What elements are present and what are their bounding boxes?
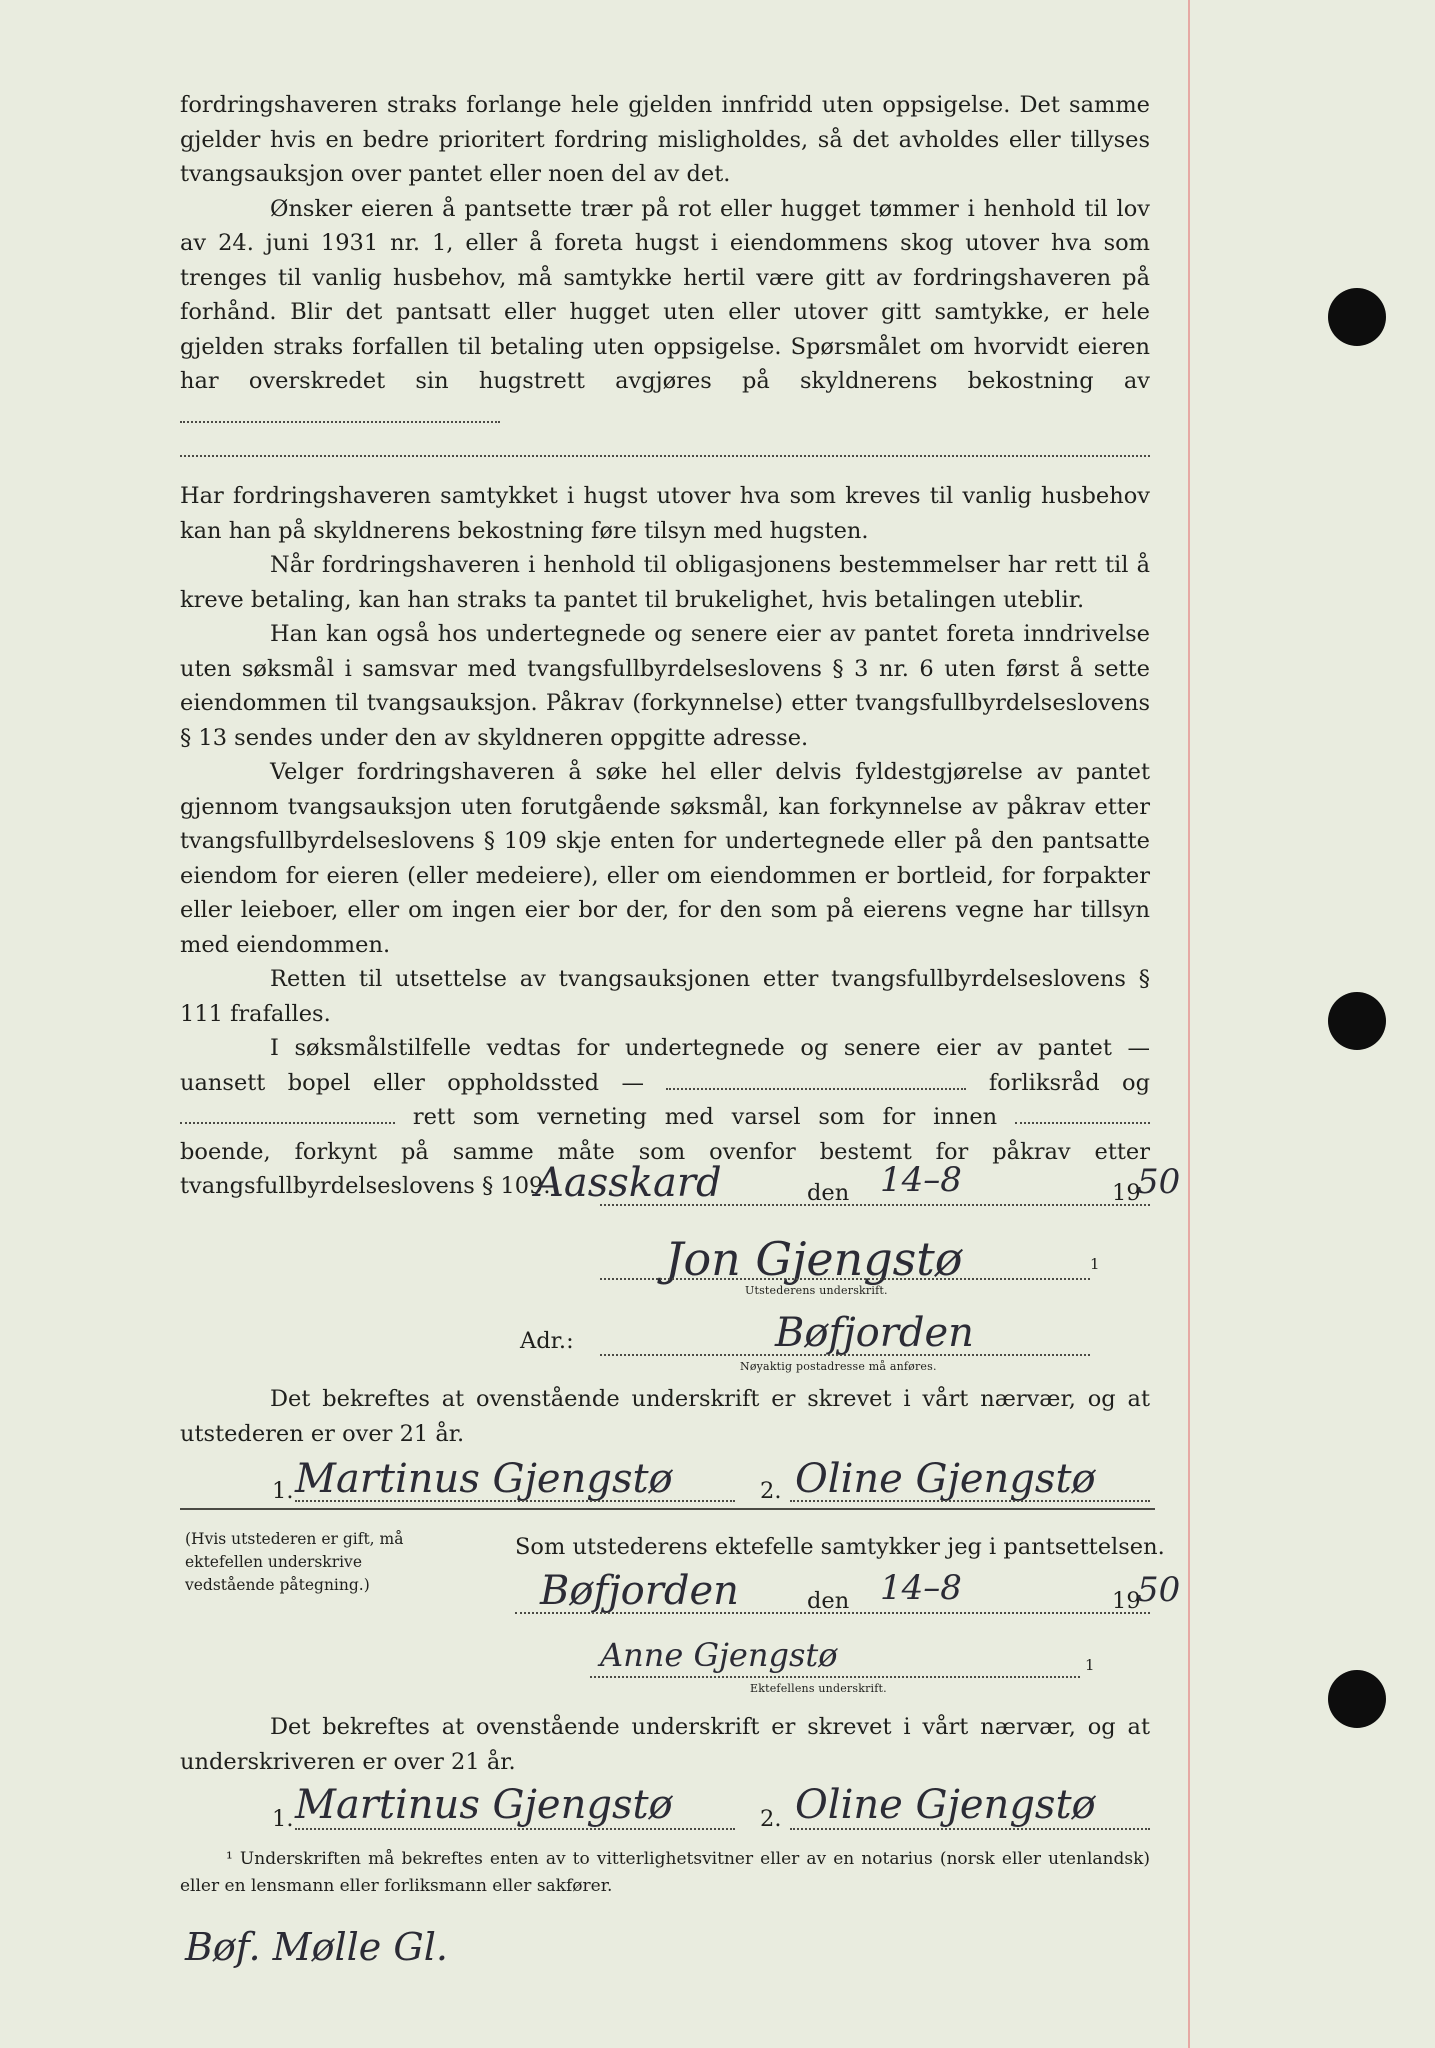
blank-line	[295, 1500, 735, 1502]
witness-1-signature: Martinus Gjengstø	[295, 1456, 673, 1502]
separator-line	[180, 1508, 1155, 1510]
footnote: ¹ Underskriften må bekreftes enten av to vitterlighetsvitner eller av en notarius (norsk eller utenlandsk) eller en lensmann eller forliksmann eller sakfører.	[180, 1849, 1150, 1896]
punch-hole	[1328, 992, 1386, 1050]
blank-line	[180, 441, 1150, 457]
date-label: den	[807, 1588, 850, 1614]
paragraph: Har fordringshaveren samtykket i hugst utover hva som kreves til vanlig husbehov kan han på skyldnerens bekostning føre tilsyn med hugsten.	[180, 483, 1150, 544]
blank-line	[295, 1828, 735, 1830]
spouse-signature: Anne Gjengstø	[600, 1636, 838, 1674]
handwritten-year: 50	[1137, 1570, 1181, 1610]
blank-line	[1015, 1102, 1150, 1124]
blank-line	[600, 1354, 1090, 1356]
issuer-signature-caption: Utstederens underskrift.	[745, 1284, 888, 1297]
paragraph: Retten til utsettelse av tvangsauksjonen etter tvangsfullbyrdelseslovens § 111 frafalles.	[180, 966, 1150, 1027]
paragraph: Ønsker eieren å pantsette trær på rot eller hugget tømmer i henhold til lov av 24. juni 1931 nr. 1, eller å foreta hugst i eiendommens skog utover hva som trenges til vanlig husbehov, må samtykke hertil være gitt av fordringshaveren på forhånd. Blir det pantsatt eller hugget uten eller utover gitt samtykke, er hele gjelden straks forfallen til betaling uten oppsigelse. Spørsmålet om hvorvidt eieren har overskredet sin hugstrett avgjøres på skyldnerens bekostning av	[180, 192, 1150, 434]
spouse-note: (Hvis utstederen er gift, må ektefellen underskrive vedstående påtegning.)	[185, 1530, 404, 1594]
address-label: Adr.:	[520, 1328, 574, 1354]
blank-line	[600, 1278, 1090, 1280]
blank-line	[790, 1500, 1150, 1502]
witness-2-signature: Oline Gjengstø	[795, 1456, 1096, 1502]
mortgage-terms-text	[180, 88, 1150, 1204]
paragraph: Han kan også hos undertegnede og senere eier av pantet foreta inndrivelse uten søksmål i samsvar med tvangsfullbyrdelseslovens § 3 nr. 6 uten først å sette eiendommen til tvangsauksjon. Påkrav (forkynnelse) etter tvangsfullbyrdelseslovens § 13 sendes under den av skyldneren oppgitte adresse.	[180, 621, 1150, 751]
paragraph: Når fordringshaveren i henhold til obligasjonens bestemmelser har rett til å kreve betaling, kan han straks ta pantet til brukelighet, hvis betalingen uteblir.	[180, 552, 1150, 613]
date-label: den	[807, 1180, 850, 1206]
blank-line	[666, 1067, 966, 1089]
spouse-signature-caption: Ektefellens underskrift.	[750, 1682, 887, 1695]
paragraph: fordringshaveren straks forlange hele gjelden innfridd uten oppsigelse. Det samme gjelder hvis en bedre prioritert fordring misligholdes, så det avholdes eller tillyses tvangsauksjon over pantet eller noen del av det.	[180, 92, 1150, 187]
spouse-consent: Som utstederens ektefelle samtykker jeg i pantsettelsen.	[515, 1534, 1165, 1560]
margin-rule	[1188, 0, 1190, 2048]
witness-2-signature: Oline Gjengstø	[795, 1782, 1096, 1828]
handwritten-address: Bøfjorden	[775, 1310, 974, 1356]
footnote-mark: 1	[1085, 1656, 1095, 1674]
issuer-signature: Jon Gjengstø	[665, 1232, 963, 1286]
year-prefix: 19	[1112, 1588, 1141, 1614]
punch-hole	[1328, 288, 1386, 346]
paragraph: Det bekreftes at ovenstående underskrift er skrevet i vårt nærvær, og at underskriveren er over 21 år.	[180, 1714, 1150, 1775]
handwritten-note: Bøf. Mølle Gl.	[185, 1925, 448, 1969]
blank-line	[790, 1828, 1150, 1830]
handwritten-date: 14–8	[880, 1568, 962, 1608]
witness-1-signature: Martinus Gjengstø	[295, 1782, 673, 1828]
witness-number: 1.	[272, 1478, 294, 1504]
punch-hole	[1328, 1670, 1386, 1728]
year-prefix: 19	[1112, 1180, 1141, 1206]
witness-number: 2.	[760, 1806, 782, 1832]
witness-confirmation	[180, 1710, 1150, 1779]
blank-line	[590, 1676, 1080, 1678]
address-caption: Nøyaktig postadresse må anføres.	[740, 1360, 937, 1373]
footnote-mark: 1	[1090, 1255, 1100, 1273]
handwritten-date: 14–8	[880, 1160, 962, 1200]
blank-line	[180, 400, 500, 422]
handwritten-year: 50	[1137, 1162, 1181, 1202]
witness-number: 2.	[760, 1478, 782, 1504]
handwritten-place: Bøfjorden	[540, 1568, 739, 1614]
paragraph: I søksmålstilfelle vedtas for undertegnede og senere eier av pantet — uansett bopel eller oppholdssted — forliksråd og rett som verneting med varsel som for innen boende, forkynt på samme måte som ovenfor bestemt for påkrav etter tvangsfullbyrdelseslovens § 109.	[180, 1035, 1150, 1199]
paragraph: Det bekreftes at ovenstående underskrift er skrevet i vårt nærvær, og at utstederen er over 21 år.	[180, 1386, 1150, 1447]
blank-line	[180, 1102, 395, 1124]
witness-number: 1.	[272, 1806, 294, 1832]
handwritten-place: Aasskard	[535, 1160, 722, 1206]
paragraph: Velger fordringshaveren å søke hel eller delvis fyldestgjørelse av pantet gjennom tvangsauksjon uten forutgående søksmål, kan forkynnelse av påkrav etter tvangsfullbyrdelseslovens § 109 skje enten for undertegnede eller på den pantsatte eiendom for eieren (eller medeiere), eller om eiendommen er bortleid, for forpakter eller leieboer, eller om ingen eier bor der, for den som på eierens vegne har tillsyn med eiendommen.	[180, 759, 1150, 958]
blank-line	[600, 1204, 1150, 1206]
witness-confirmation	[180, 1382, 1150, 1451]
blank-line	[515, 1612, 1150, 1614]
